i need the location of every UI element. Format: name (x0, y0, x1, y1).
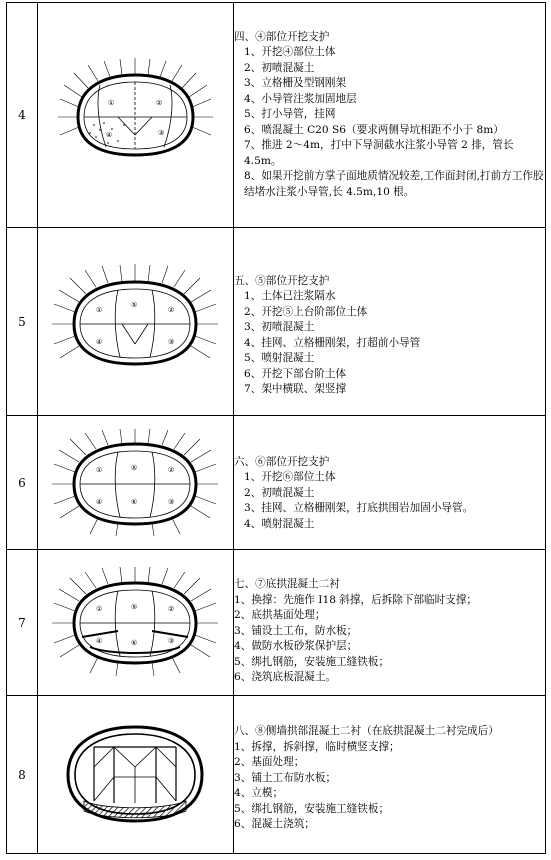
section-label: ① (108, 99, 115, 107)
section-label: ① (96, 605, 103, 613)
section-label: ② (168, 465, 175, 474)
section-label: ③ (168, 337, 175, 346)
step-line: 1、换撑：先施作 I18 斜撑，后拆除下部临时支撑； (234, 593, 478, 606)
step-title: 八、⑧侧墙拱部混凝土二衬（在底拱混凝土二衬完成后） (234, 725, 499, 738)
step-number: 8 (7, 696, 38, 854)
step-title: 六、⑥部位开挖支护 (234, 455, 330, 468)
step-title: 七、⑦底拱混凝土二衬 (234, 578, 340, 591)
step-figure (38, 550, 234, 696)
step-line: 3、立格栅及型钢刚架 (244, 77, 347, 90)
section-label: ③ (168, 637, 175, 645)
step-figure (38, 416, 234, 550)
step-line: 4、立模； (234, 787, 284, 800)
step-figure (38, 696, 234, 854)
step-number: 4 (7, 3, 38, 228)
step-line: 5、打小导管，挂网 (244, 108, 336, 121)
step-line: 5、绑扎钢筋，安装施工缝铁板； (234, 802, 390, 815)
section-label: ⑤ (131, 300, 138, 309)
section-label: ③ (168, 497, 175, 506)
step-line: 4、挂网、立格栅刚架，打超前小导管 (244, 336, 421, 349)
step-number: 7 (7, 550, 38, 696)
tunnel-section-diagram (38, 428, 233, 538)
section-label: ④ (96, 497, 103, 506)
step-line: 3、挂网、立格栅刚架，打底拱围岩加固小导管。 (244, 502, 474, 515)
step-title: 四、④部位开挖支护 (234, 30, 330, 43)
step-row-5 (7, 228, 546, 416)
step-row-6 (7, 416, 546, 550)
step-description (234, 696, 546, 854)
section-label: ② (168, 305, 175, 314)
section-label: ① (96, 305, 103, 314)
step-number: 5 (7, 228, 38, 416)
step-line: 4、做防水板砂浆保护层； (234, 640, 358, 653)
step-line: 3、初喷混凝土 (244, 321, 315, 333)
tunnel-section-diagram (38, 55, 233, 175)
tunnel-section-diagram (38, 717, 233, 832)
tunnel-section-diagram (38, 262, 233, 382)
step-description (234, 228, 546, 416)
step-row-8 (7, 696, 546, 854)
section-label: ④ (96, 337, 103, 346)
step-row-7 (7, 550, 546, 696)
section-label: ⑤ (131, 463, 138, 472)
step-description (234, 416, 546, 550)
step-line: 1、开挖⑥部位土体 (244, 471, 336, 484)
step-figure (38, 228, 234, 416)
section-label: ③ (158, 129, 165, 137)
step-line: 8、如果开挖前方掌子面地质情况较差,工作面封闭,打前方工作胶结堵水注浆小导管,长 4.5m,10 根。 (244, 170, 544, 198)
section-label: ⑥ (131, 639, 138, 647)
tunnel-section-diagram (38, 565, 233, 680)
step-line: 1、开挖④部位土体 (244, 46, 336, 59)
section-label: ⑥ (131, 497, 138, 506)
step-line: 4、喷射混凝土 (244, 517, 315, 530)
step-line: 3、铺设土工布，防水板； (234, 624, 358, 637)
step-line: 5、绑扎钢筋，安装施工缝铁板； (234, 655, 390, 668)
step-line: 7、架中横联、架竖撑 (244, 383, 347, 395)
section-label: ④ (96, 637, 103, 645)
step-line: 4、小导管注浆加固地层 (244, 92, 357, 105)
step-line: 1、土体已注浆隔水 (244, 290, 336, 302)
step-line: 2、基面处理； (234, 756, 305, 769)
step-title: 五、⑤部位开挖支护 (234, 274, 330, 287)
step-row-4 (7, 3, 546, 228)
section-label: ② (156, 99, 163, 107)
section-label: ⑤ (131, 603, 138, 611)
step-line: 2、初喷混凝土 (244, 61, 315, 74)
step-line: 6、开挖下部台阶土体 (244, 367, 347, 380)
step-description (234, 550, 546, 696)
construction-steps-table (6, 2, 546, 854)
step-number: 6 (7, 416, 38, 550)
step-figure (38, 3, 234, 228)
step-line: 6、混凝土浇筑； (234, 818, 315, 831)
step-line: 7、推进 2～4m，打中下导洞截水注浆小导管 2 排，管长 4.5m。 (244, 139, 514, 167)
step-line: 1、拆撑，拆斜撑，临时横竖支撑； (234, 740, 400, 753)
step-line: 6、浇筑底板混凝土。 (234, 671, 337, 684)
section-label: ② (168, 605, 175, 613)
step-line: 2、初喷混凝土 (244, 486, 315, 499)
section-label: ① (96, 465, 103, 474)
step-line: 3、铺土工布防水板； (234, 771, 337, 784)
step-line: 6、喷混凝土 C20 S6（要求两侧导坑相距不小于 8m） (244, 123, 504, 136)
section-label: ④ (106, 131, 113, 139)
step-description (234, 3, 546, 228)
step-line: 2、开挖⑤上台阶部位土体 (244, 305, 368, 318)
step-line: 5、喷射混凝土 (244, 352, 315, 364)
step-line: 2、底拱基面处理； (234, 609, 326, 622)
